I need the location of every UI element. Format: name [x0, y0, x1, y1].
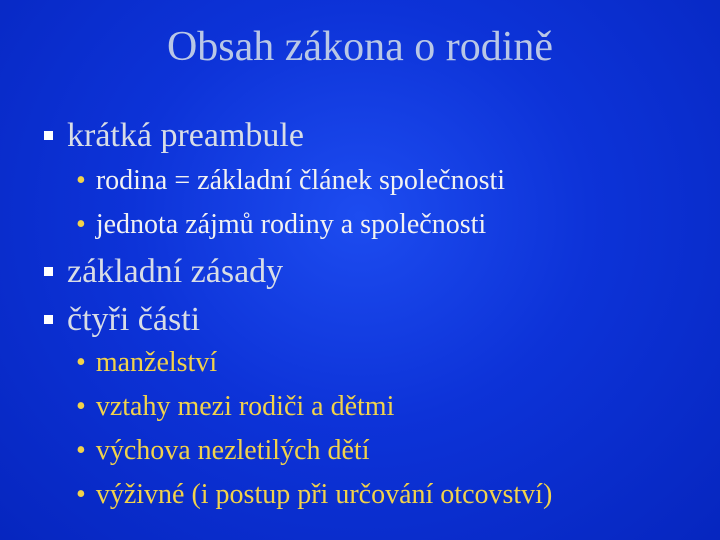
- dot-bullet-icon: •: [76, 435, 86, 466]
- dot-bullet-icon: •: [76, 165, 86, 196]
- slide-title: Obsah zákona o rodině: [166, 24, 554, 70]
- sub-bullet-item: [76, 164, 505, 198]
- square-bullet-icon: [44, 267, 53, 276]
- sub-bullet-item: [76, 478, 552, 512]
- sub-bullet-item: [76, 346, 217, 380]
- sub-bullet-label: vztahy mezi rodiči a dětmi: [95, 391, 395, 422]
- bullet-item-principles: [44, 252, 283, 292]
- bullet-item-label: základní zásady: [67, 253, 284, 290]
- bullet-item-preamble: [44, 116, 304, 156]
- bullet-item-label: krátká preambule: [67, 117, 304, 154]
- sub-bullet-item: [76, 390, 394, 424]
- sub-bullet-label: výživné (i postup při určování otcovství): [95, 479, 553, 510]
- dot-bullet-icon: •: [76, 479, 86, 510]
- square-bullet-icon: [44, 131, 53, 140]
- dot-bullet-icon: •: [76, 391, 86, 422]
- sub-bullet-label: rodina = základní článek společnosti: [95, 165, 506, 196]
- dot-bullet-icon: •: [76, 209, 86, 240]
- sub-bullet-item: [76, 434, 369, 468]
- sub-bullet-label: manželství: [95, 347, 218, 378]
- square-bullet-icon: [44, 315, 53, 324]
- bullet-item-four-parts: [44, 300, 200, 340]
- sub-bullet-item: [76, 208, 486, 242]
- dot-bullet-icon: •: [76, 347, 86, 378]
- sub-bullet-label: jednota zájmů rodiny a společnosti: [95, 209, 487, 240]
- bullet-item-label: čtyři části: [67, 301, 201, 338]
- sub-bullet-label: výchova nezletilých dětí: [95, 435, 370, 466]
